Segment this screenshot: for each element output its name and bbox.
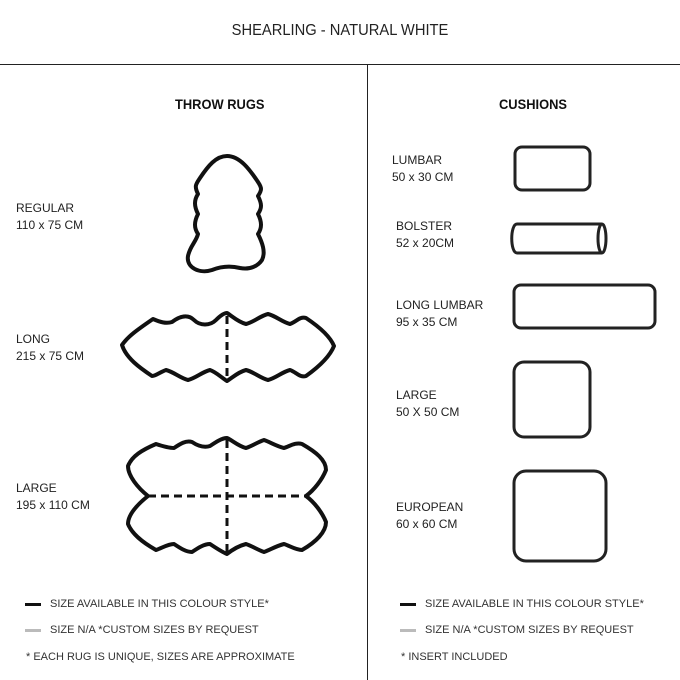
legend-unavailable: [400, 624, 634, 636]
cushion-name: LONG LUMBAR: [396, 298, 484, 312]
legend-label: SIZE AVAILABLE IN THIS COLOUR STYLE*: [425, 598, 644, 610]
legend-label: SIZE N/A *CUSTOM SIZES BY REQUEST: [425, 624, 634, 636]
rug-name: LONG: [16, 332, 51, 346]
legend-swatch-available: [400, 603, 416, 606]
cushion-size: 52 x 20CM: [396, 236, 455, 250]
throw-rugs-heading: THROW RUGS: [175, 96, 265, 112]
legend-swatch-unavailable: [400, 629, 416, 632]
cushion-name: EUROPEAN: [396, 500, 464, 514]
cushion-size: 50 x 30 CM: [392, 170, 454, 184]
cushion-size: 95 x 35 CM: [396, 315, 458, 329]
cushion-size: 50 X 50 CM: [396, 405, 460, 419]
rugs-note: * EACH RUG IS UNIQUE, SIZES ARE APPROXIMATE: [26, 651, 295, 663]
cushion-name: BOLSTER: [396, 219, 453, 233]
cushions-note: * INSERT INCLUDED: [401, 651, 508, 663]
rug-name: REGULAR: [16, 201, 75, 215]
rug-size: 215 x 75 CM: [16, 349, 85, 363]
cushion-name: LARGE: [396, 388, 437, 402]
cushions-heading: CUSHIONS: [499, 96, 567, 112]
page-title: SHEARLING - NATURAL WHITE: [231, 22, 449, 39]
legend-label: SIZE N/A *CUSTOM SIZES BY REQUEST: [50, 624, 259, 636]
rug-name: LARGE: [16, 481, 57, 495]
legend-available: [400, 598, 644, 610]
cushion-name: LUMBAR: [392, 153, 443, 167]
rug-size: 195 x 110 CM: [16, 498, 90, 512]
cushion-size: 60 x 60 CM: [396, 517, 458, 531]
rug-size: 110 x 75 CM: [16, 218, 84, 232]
legend-label: SIZE AVAILABLE IN THIS COLOUR STYLE*: [50, 598, 269, 610]
